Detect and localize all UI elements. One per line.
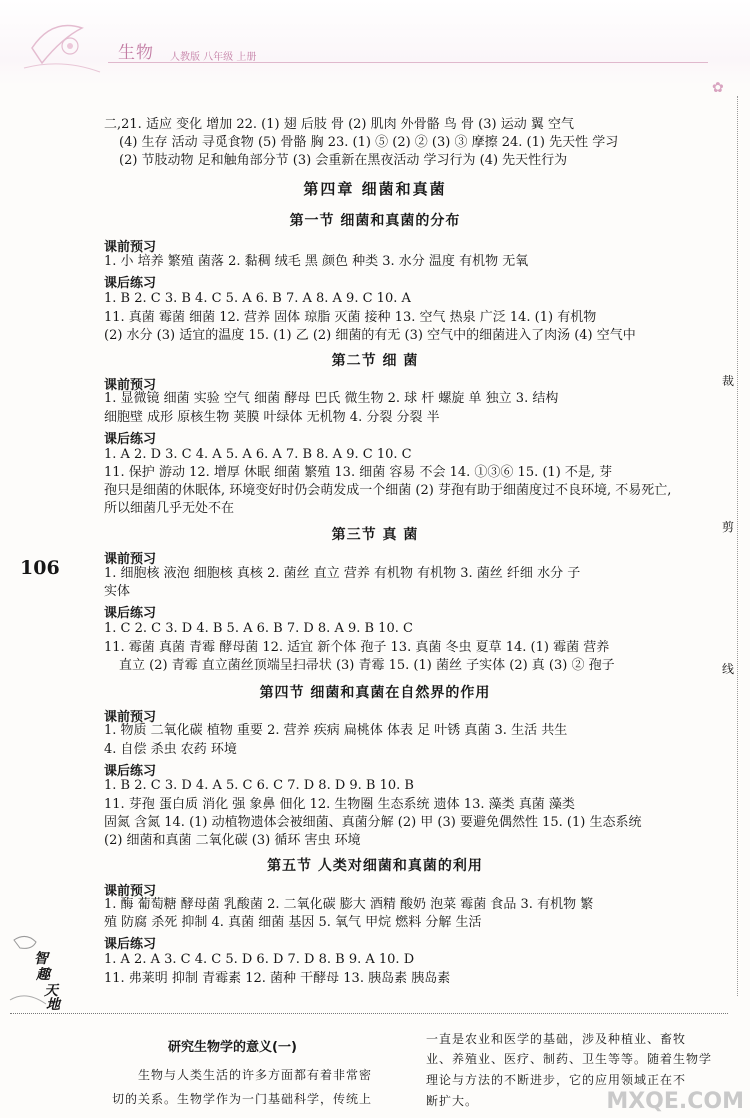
answer-line: (2) 细菌和真菌 二氧化碳 (3) 循环 害虫 环境: [104, 833, 361, 848]
answer-line: 细胞壁 成形 原核生物 荚膜 叶绿体 无机物 4. 分裂 分裂 半: [104, 410, 440, 425]
watermark: MXQE.COM: [606, 1089, 744, 1114]
answer-line: 1. B 2. C 3. B 4. C 5. A 6. B 7. A 8. A 9. C 10. A: [104, 291, 411, 306]
answer-line: 11. 霉菌 真菌 青霉 酵母菌 12. 适宜 新个体 孢子 13. 真菌 冬虫 夏草 14. (1) 霉菌 营养: [104, 640, 610, 655]
section-title: 第二节 细 菌: [331, 353, 419, 369]
header-rule: [108, 62, 708, 63]
answer-line: 11. 保护 游动 12. 增厚 休眠 细菌 繁殖 13. 细菌 容易 不会 14. ①③⑥ 15. (1) 不是, 芽: [104, 465, 613, 480]
side-decoration: [6, 930, 76, 1013]
pre-study-label: 课前预习: [104, 240, 157, 255]
reading-title: 研究生物学的意义(一): [168, 1040, 297, 1055]
answer-line: 11. 真菌 霉菌 细菌 12. 营养 固体 琼脂 灭菌 接种 13. 空气 热泉 广泛 14. (1) 有机物: [104, 310, 597, 325]
chapter-title: 第四章 细菌和真菌: [303, 180, 447, 198]
post-practice-label: 课后练习: [104, 606, 157, 621]
section-title: 第一节 细菌和真菌的分布: [289, 213, 461, 229]
answer-line: 孢只是细菌的休眠体, 环境变好时仍会萌发成一个细菌 (2) 芽孢有助于细菌度过不良环境, 不易死亡,: [104, 483, 672, 498]
post-practice-label: 课后练习: [104, 276, 157, 291]
answer-line: 固氮 含氮 14. (1) 动植物遗体会被细菌、真菌分解 (2) 甲 (3) 要避免偶然性 15. (1) 生态系统: [104, 815, 642, 830]
answer-line: 1. A 2. D 3. C 4. A 5. A 6. A 7. B 8. A 9. C 10. C: [104, 447, 412, 462]
reading-right-line: 业、养殖业、医疗、制药、卫生等等。随着生物学: [426, 1052, 713, 1066]
answer-line: 殖 防腐 杀死 抑制 4. 真菌 细菌 基因 5. 氧气 甲烷 燃料 分解 生活: [104, 915, 482, 930]
header-band: [0, 0, 750, 86]
side-char: 地: [46, 997, 60, 1013]
cut-mark: 剪: [722, 520, 735, 534]
bottom-divider: [10, 1013, 728, 1014]
answer-line: 1. 酶 葡萄糖 酵母菌 乳酸菌 2. 二氧化碳 膨大 酒精 酸奶 泡菜 霉菌 食品 3. 有机物 繁: [104, 897, 594, 912]
pre-study-label: 课前预习: [104, 378, 157, 393]
answer-line: 11. 芽孢 蛋白质 消化 强 象鼻 佃化 12. 生物圈 生态系统 遗体 13. 藻类 真菌 藻类: [104, 797, 575, 812]
answer-line: (2) 节肢动物 足和触角部分节 (3) 会重新在黑夜活动 学习行为 (4) 先天性行为: [119, 153, 568, 168]
section-title: 第三节 真 菌: [331, 527, 419, 543]
side-char: 趣: [36, 967, 50, 983]
header-flower-decoration: [22, 8, 102, 78]
answer-line: 1. 显微镜 细菌 实验 空气 细菌 酵母 巴氏 微生物 2. 球 杆 螺旋 单 独立 3. 结构: [104, 391, 559, 406]
section-title: 第五节 人类对细菌和真菌的利用: [267, 858, 483, 874]
answer-line: 1. B 2. C 3. D 4. A 5. C 6. C 7. D 8. D 9. B 10. B: [104, 778, 414, 793]
answer-line: (2) 水分 (3) 适宜的温度 15. (1) 乙 (2) 细菌的有无 (3) 空气中的细菌进入了肉汤 (4) 空气中: [104, 328, 636, 343]
answer-line: (4) 生存 活动 寻觅食物 (5) 骨骼 胸 23. (1) ⑤ (2) ② (3) ③ 摩擦 24. (1) 先天性 学习: [119, 135, 619, 150]
cut-mark: 裁: [722, 374, 735, 388]
answer-line: 11. 弗莱明 抑制 青霉素 12. 菌种 干酵母 13. 胰岛素 胰岛素: [104, 971, 451, 986]
pre-study-label: 课前预习: [104, 884, 157, 899]
answer-line: 二,21. 适应 变化 增加 22. (1) 翅 后肢 骨 (2) 肌肉 外骨骼 鸟 骨 (3) 运动 翼 空气: [104, 117, 574, 132]
answer-line: 1. C 2. C 3. D 4. B 5. A 6. B 7. D 8. A 9. B 10. C: [104, 621, 413, 636]
reading-left-line: 切的关系。生物学作为一门基础科学，传统上: [112, 1092, 373, 1106]
side-char: 天: [44, 983, 58, 999]
reading-right-line: 断扩大。: [426, 1094, 479, 1108]
side-char: 智: [34, 951, 48, 967]
page-number: 106: [20, 557, 60, 579]
answer-line: 4. 自偿 杀虫 农药 环境: [104, 742, 237, 757]
ribbon-bow-icon: ✿: [712, 80, 724, 96]
answer-line: 1. 细胞核 液泡 细胞核 真核 2. 菌丝 直立 营养 有机物 有机物 3. 菌丝 纤细 水分 子: [104, 566, 581, 581]
section-title: 第四节 细菌和真菌在自然界的作用: [259, 685, 491, 701]
answer-line: 1. A 2. A 3. C 4. C 5. D 6. D 7. D 8. B 9. A 10. D: [104, 952, 415, 967]
pre-study-label: 课前预习: [104, 710, 157, 725]
cut-mark: 线: [722, 662, 735, 676]
answer-line: 实体: [104, 584, 131, 599]
post-practice-label: 课后练习: [104, 764, 157, 779]
answer-line: 1. 小 培养 繁殖 菌落 2. 黏稠 绒毛 黑 颜色 种类 3. 水分 温度 有机物 无氧: [104, 254, 529, 269]
reading-left-line: 生物与人类生活的许多方面都有着非常密: [138, 1068, 373, 1082]
pre-study-label: 课前预习: [104, 552, 157, 567]
reading-right-line: 一直是农业和医学的基础，涉及种植业、畜牧: [426, 1032, 687, 1046]
cut-guide-line: [737, 96, 738, 996]
header-subtitle: 人教版 八年级 上册: [170, 52, 257, 63]
answer-line: 1. 物质 二氧化碳 植物 重要 2. 营养 疾病 扁桃体 体表 足 叶锈 真菌 3. 生活 共生: [104, 723, 568, 738]
post-practice-label: 课后练习: [104, 937, 157, 952]
header-title: 生物: [118, 43, 154, 63]
answer-line: 所以细菌几乎无处不在: [104, 501, 235, 516]
reading-right-line: 理论与方法的不断进步，它的应用领域正在不: [426, 1073, 687, 1087]
answer-line: 直立 (2) 青霉 直立菌丝顶端呈扫帚状 (3) 青霉 15. (1) 菌丝 子实体 (2) 真 (3) ② 孢子: [119, 658, 615, 673]
post-practice-label: 课后练习: [104, 432, 157, 447]
